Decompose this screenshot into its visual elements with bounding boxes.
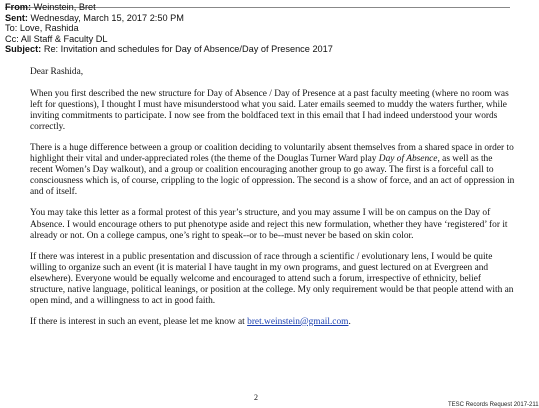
from-row — [5, 2, 513, 13]
letter-body — [30, 67, 516, 338]
paragraph-2 — [30, 143, 516, 198]
email-header — [5, 2, 513, 55]
subject-row — [5, 44, 513, 55]
paragraph-5-text: If there is interest in such an event, please let me know at — [30, 316, 248, 327]
to-value: Love, Rashida — [19, 23, 79, 34]
from-value: Weinstein, Bret — [33, 2, 96, 12]
paragraph-3: You may take this letter as a formal protest of this year’s structure, and you may assume I will be on campus on the Day of Absence. I would encourage others to put phenotype aside and reject this new formulation, whether they have ‘registered’ for it already or not. On a college campus, one’s right to speak--or to be--must never be based on skin color. — [30, 208, 508, 241]
email-link[interactable]: bret.weinstein@gmail.com — [247, 316, 349, 327]
cc-row — [5, 34, 513, 45]
paragraph-2-end: , as well as the recent Women’s Day walkout), and a group or coalition encouraging another group to go away. The first is a forceful call to consciousness which is, of course, crippling to the logic of oppression. The second is a show of force, and an act of oppression in and of itself. — [30, 154, 515, 198]
paragraph-2-start: There is a huge difference between a group or coalition deciding to voluntarily absent themselves from a shared space in order to highlight their vital and under-appreciated roles (the theme of the Douglas Turner Ward play — [30, 143, 514, 165]
bates-stamp: TESC Records Request 2017-211 — [448, 402, 539, 408]
to-label: To: — [5, 23, 18, 34]
paragraph-5-end: . — [348, 316, 351, 327]
cc-value: All Staff & Faculty DL — [20, 33, 108, 44]
sent-value: Wednesday, March 15, 2017 2:50 PM — [30, 12, 184, 23]
paragraph-1: When you first described the new structure for Day of Absence / Day of Presence at a past faculty meeting (where no room was left for questions), I thought I must have misunderstood what you said. Later emails seemed to muddy the waters further, while inviting commitments to participate. I now see from the boldfaced text in this email that I had indeed understood your words correctly. — [30, 89, 509, 133]
sent-row — [5, 13, 513, 24]
subject-value: Re: Invitation and schedules for Day of Absence/Day of Presence 2017 — [43, 44, 333, 55]
subject-label: Subject: — [5, 44, 42, 55]
greeting: Dear Rashida, — [30, 67, 84, 77]
to-row — [5, 23, 513, 34]
cc-label: Cc: — [5, 33, 19, 44]
play-title: Day of Absence — [378, 154, 438, 165]
page-number: 2 — [254, 393, 258, 402]
paragraph-5 — [30, 317, 516, 328]
paragraph-4: If there was interest in a public presentation and discussion of race through a scientific / evolutionary lens, I would be quite willing to organize such an event (it is material I have taught in my own programs, and guest lectured on at Evergreen and elsewhere). Everyone would be equally welcome and encouraged to attend such a forum, irrespective of ethnicity, belief structure, native language, political leanings, or position at the college. My only requirement would be that people attend with an open mind, and a willingness to act in good faith. — [30, 251, 514, 306]
from-label: From: — [5, 2, 32, 12]
sent-label: Sent: — [5, 12, 28, 23]
